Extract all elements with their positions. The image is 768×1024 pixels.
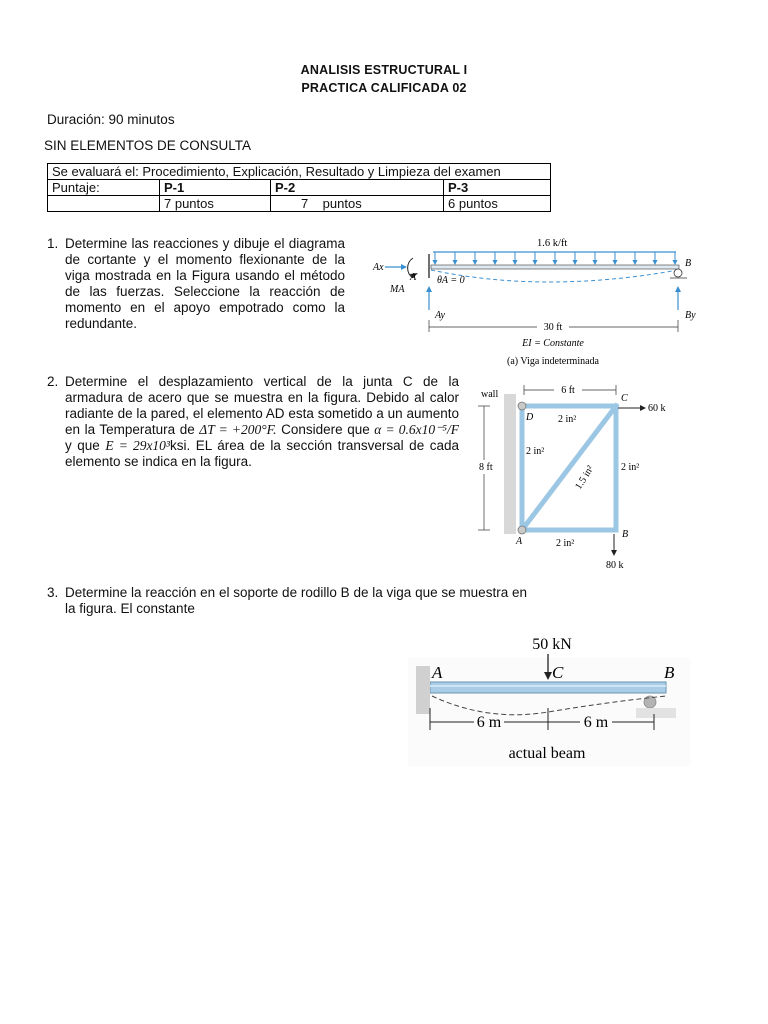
label-b: B — [685, 258, 692, 269]
question-number: 2. — [47, 374, 59, 389]
area-ab-label: 2 in² — [556, 538, 575, 549]
load-arrowhead — [433, 260, 438, 265]
load-arrowhead — [533, 260, 538, 265]
question-text: Determine la reacción en el soporte de rodillo B de la viga que se muestra en la figura. El constante — [65, 585, 527, 616]
delta-t-value: ΔT = +200°F. — [199, 422, 277, 437]
question-1 — [47, 236, 345, 332]
load-arrowhead — [653, 260, 658, 265]
pin-d — [518, 402, 526, 410]
label-b: B — [622, 529, 629, 540]
figure-caption: actual beam — [508, 745, 586, 762]
table-header-cell: Se evaluará el: Procedimiento, Explicación, Resultado y Limpieza del examen — [48, 164, 551, 180]
area-dc-label: 2 in² — [558, 414, 577, 425]
label-c: C — [621, 393, 628, 404]
problem-cell: P-1 — [160, 180, 271, 196]
question-number: 1. — [47, 236, 59, 251]
points-cell: 6 puntos — [444, 196, 551, 212]
load-80k-arrowhead — [611, 550, 617, 556]
load-arrowhead — [593, 260, 598, 265]
table-row — [48, 180, 551, 196]
load-c-label: 60 k — [648, 403, 666, 414]
question-text: Determine las reacciones y dibuje el diagrama de cortante y el momento flexionante de la viga mostrada en la Figura usando el método de las fuerzas. Seleccione la reacción de momento en el apoyo empotrado como la redundante. — [65, 236, 345, 331]
label-by: By — [685, 310, 696, 321]
load-arrowhead — [453, 260, 458, 265]
load-label: 1.6 k/ft — [537, 238, 568, 249]
wall-label: wall — [481, 389, 499, 400]
dim-left-label: 6 m — [476, 714, 502, 731]
question-3 — [47, 585, 527, 617]
label-a: A — [432, 663, 443, 682]
load-arrowhead — [573, 260, 578, 265]
score-table — [47, 163, 551, 212]
by-arrowhead — [675, 286, 681, 292]
modulus-value: E = 29x10³ — [105, 438, 170, 453]
question-number: 3. — [47, 585, 59, 600]
span-label: 30 ft — [543, 322, 563, 333]
figure-1-beam — [365, 232, 710, 372]
area-cb-label: 2 in² — [621, 462, 640, 473]
load-60k-arrowhead — [640, 405, 646, 411]
label-a: A — [410, 272, 417, 283]
question-text-part: Considere que — [276, 422, 375, 437]
table-row — [48, 196, 551, 212]
empty-cell — [48, 196, 160, 212]
fixed-wall — [416, 666, 430, 714]
question-text-part: ksi. EL área de la sección transversal de cada elemento se indica en la figura. — [65, 438, 459, 469]
dim-right-label: 6 m — [583, 714, 609, 731]
load-arrowhead — [673, 260, 678, 265]
label-b: B — [664, 663, 675, 682]
no-reference-text: SIN ELEMENTOS DE CONSULTA — [44, 138, 252, 153]
height-label: 8 ft — [479, 462, 493, 473]
problem-cell: P-2 — [271, 180, 444, 196]
beam — [430, 682, 666, 693]
figure-3-beam — [408, 630, 690, 766]
load-arrows — [433, 252, 678, 265]
ax-arrowhead — [401, 264, 407, 270]
question-2 — [47, 374, 459, 470]
figure-caption: (a) Viga indeterminada — [507, 356, 599, 367]
problem-cell: P-3 — [444, 180, 551, 196]
area-ad-label: 2 in² — [526, 446, 545, 457]
top-dim-label: 6 ft — [561, 385, 575, 396]
label-a: A — [516, 536, 523, 547]
load-b-label: 80 k — [606, 560, 624, 571]
roller-ground — [636, 708, 676, 718]
beam — [431, 265, 679, 269]
question-text-part: Determine el desplazamiento vertical de la junta C de la armadura de acero que se muestra en la figura. Debido al calor radiante de la pared, el elemento AD esta sometido a un aumento en la Temperatura de — [65, 374, 459, 437]
question-text-part: y que — [65, 438, 106, 453]
label-ma: MA — [390, 284, 405, 295]
label-c: C — [552, 663, 564, 682]
doc-title: ANALISIS ESTRUCTURAL I — [300, 63, 468, 77]
doc-subtitle: PRACTICA CALIFICADA 02 — [301, 81, 467, 95]
ei-label: EI = Constante — [522, 338, 584, 349]
alpha-value: α = 0.6x10⁻⁵/F — [374, 422, 459, 437]
label-ax: Ax — [373, 262, 384, 273]
deflected-shape — [431, 270, 678, 282]
ay-arrowhead — [426, 286, 432, 292]
roller-support — [674, 269, 682, 277]
label-theta: θA = 0 — [437, 275, 465, 286]
points-cell: 7 puntos — [160, 196, 271, 212]
load-arrowhead — [513, 260, 518, 265]
load-label: 50 kN — [532, 636, 572, 653]
duration-text: Duración: 90 minutos — [47, 112, 175, 127]
points-cell: 7 puntos — [271, 196, 444, 212]
label-ay: Ay — [435, 310, 445, 321]
pin-a — [518, 526, 526, 534]
load-arrowhead — [553, 260, 558, 265]
label-d: D — [526, 412, 534, 423]
question-text — [65, 374, 459, 470]
load-arrowhead — [613, 260, 618, 265]
load-arrowhead — [473, 260, 478, 265]
wall — [504, 394, 516, 534]
load-arrowhead — [633, 260, 638, 265]
row-label-cell: Puntaje: — [48, 180, 160, 196]
table-row — [48, 164, 551, 180]
load-arrowhead — [493, 260, 498, 265]
area-diag-label: 1.5 in² — [573, 463, 597, 492]
figure-2-truss — [476, 382, 676, 572]
